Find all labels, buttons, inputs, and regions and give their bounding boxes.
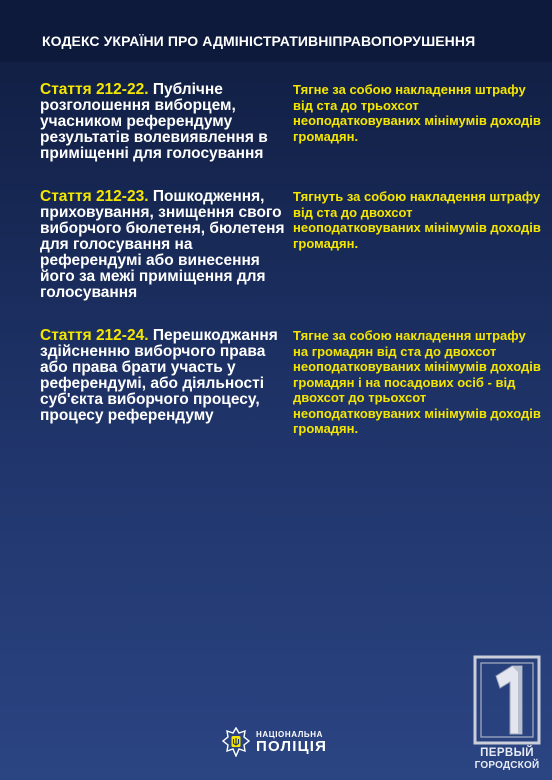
article-number: Стаття 212-24.	[40, 327, 149, 344]
article-heading	[40, 82, 292, 162]
police-label-top: НАЦІОНАЛЬНА	[256, 730, 324, 739]
article-heading	[40, 189, 292, 301]
page-title: КОДЕКС УКРАЇНИ ПРО АДМІНІСТРАТИВНІПРАВОПОРУШЕННЯ	[42, 33, 476, 49]
number-one-logo-icon	[472, 654, 542, 746]
article-number: Стаття 212-23.	[40, 188, 149, 205]
national-police-logo	[222, 727, 342, 757]
article-penalty: Тягне за собою накладення штрафу на громадян від ста до двохсот неоподатковуваних мінімумів доходів громадян і на посадових осіб - від двохсот до трьохсот неоподатковуваних мінімумів доходів громадян.	[293, 328, 541, 436]
article-number: Стаття 212-22.	[40, 81, 149, 98]
pervyi-gorodskoi-logo	[472, 654, 542, 774]
logo-word-bottom: ГОРОДСКОЙ	[474, 760, 540, 771]
article-penalty: Тягнуть за собою накладення штрафу від ста до двохсот неоподатковуваних мінімумів доходів громадян.	[293, 189, 541, 251]
article-text: Публічне розголошення виборцем, учасником референдуму результатів волевиявлення в приміщенні для голосування	[40, 81, 268, 162]
article-text: Пошкодження, приховування, знищення свого виборчого бюлетеня, бюлетеня для голосування на референдумі або винесення його за межі приміщення для голосування	[40, 188, 285, 301]
police-badge-icon	[222, 727, 250, 757]
header-bar	[0, 0, 552, 62]
article-heading	[40, 328, 292, 424]
police-label-bottom: ПОЛІЦІЯ	[256, 738, 328, 755]
logo-word-top: ПЕРВЫЙ	[480, 747, 534, 759]
article-penalty: Тягне за собою накладення штрафу від ста до трьохсот неоподатковуваних мінімумів доходів громадян.	[293, 82, 541, 144]
article-text: Перешкоджання здійсненню виборчого права або права брати участь у референдумі, або діяльності суб'єкта виборчого процесу, процесу референдуму	[40, 327, 278, 424]
